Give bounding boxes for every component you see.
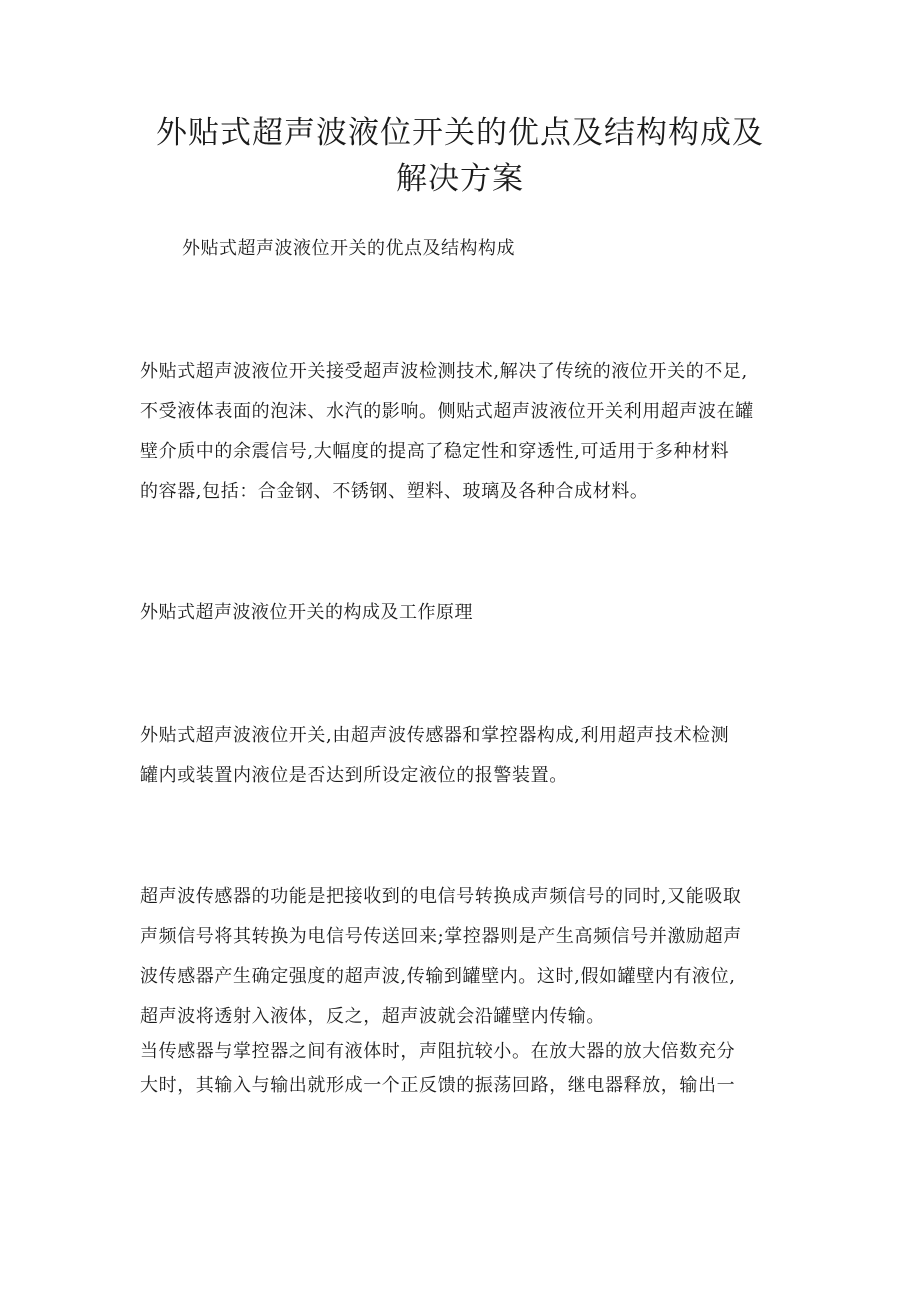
paragraph-advantages <box>140 352 800 512</box>
section-heading: 外贴式超声波液位开关的构成及工作原理 <box>140 602 473 623</box>
paragraph-sensor-function <box>140 877 800 1037</box>
paragraph-structure <box>140 716 800 796</box>
text-line: 超声波传感器的功能是把接收到的电信号转换成声频信号的同时,又能吸取 <box>140 886 742 907</box>
title-line: 解决方案 <box>396 161 524 197</box>
text-line: 罐内或装置内液位是否达到所设定液位的报警装置。 <box>140 765 568 786</box>
text-line: 的容器,包括：合金钢、不锈钢、塑料、玻璃及各种合成材料。 <box>140 481 649 502</box>
document-subtitle: 外贴式超声波液位开关的优点及结构构成 <box>182 238 515 259</box>
text-line: 超声波将透射入液体，反之，超声波就会沿罐壁内传输。 <box>140 1006 605 1027</box>
text-line: 壁介质中的余震信号,大幅度的提高了稳定性和穿透性,可适用于多种材料 <box>140 441 730 462</box>
text-line: 外贴式超声波液位开关,由超声波传感器和掌控器构成,利用超声技术检测 <box>140 725 730 746</box>
document-title <box>140 110 780 202</box>
title-line: 外贴式超声波液位开关的优点及结构构成及 <box>156 115 764 151</box>
text-line: 当传感器与掌控器之间有液体时，声阻抗较小。在放大器的放大倍数充分 <box>140 1041 736 1062</box>
text-line: 声频信号将其转换为电信号传送回来;掌控器则是产生高频信号并激励超声 <box>140 926 742 947</box>
text-line: 外贴式超声波液位开关接受超声波检测技术,解决了传统的液位开关的不足, <box>140 361 748 382</box>
text-line: 大时，其输入与输出就形成一个正反馈的振荡回路，继电器释放，输出一 <box>140 1075 736 1096</box>
text-line: 不受液体表面的泡沫、水汽的影响。侧贴式超声波液位开关利用超声波在罐 <box>140 401 754 422</box>
paragraph-working-principle <box>140 1035 800 1103</box>
text-line: 波传感器产生确定强度的超声波,传输到罐壁内。这时,假如罐壁内有液位, <box>140 966 736 987</box>
